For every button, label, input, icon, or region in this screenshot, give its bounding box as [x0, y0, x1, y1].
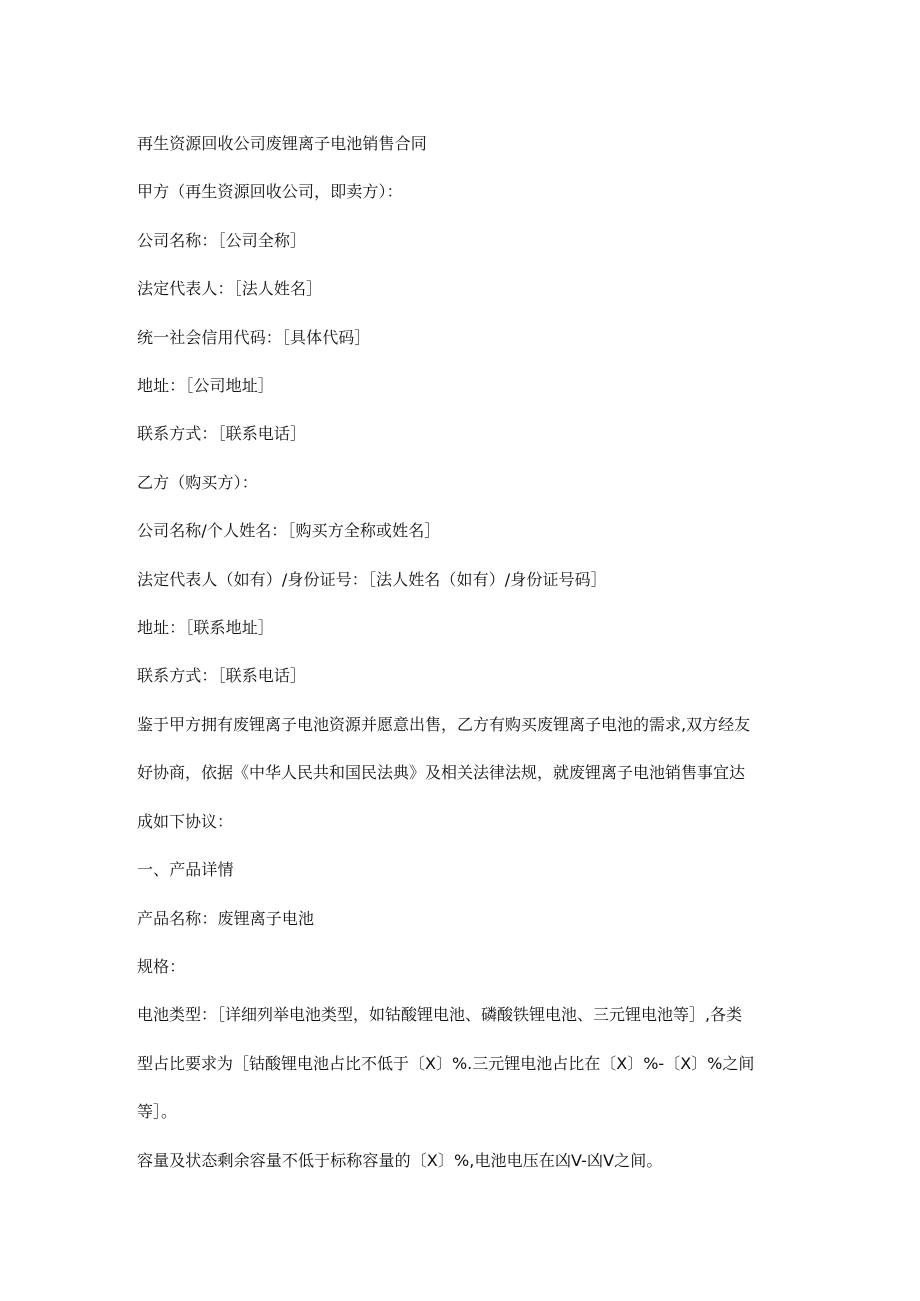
party-a-company-name: 公司名称：［公司全称］	[137, 230, 307, 250]
party-a-contact: 联系方式：［联系电话］	[137, 424, 307, 444]
party-b-contact: 联系方式：［联系电话］	[137, 666, 307, 686]
party-a-credit-code: 统一社会信用代码：［具体代码］	[137, 327, 371, 347]
battery-type-line: 型占比要求为［钴酸锂电池占比不低于〔X〕%.三元锂电池占比在〔X〕%-〔X〕%之间	[137, 1053, 755, 1073]
party-b-heading: 乙方（购买方）：	[137, 472, 258, 492]
document-body	[137, 120, 797, 1185]
party-b-address: 地址：［联系地址］	[137, 618, 274, 638]
party-a-heading: 甲方（再生资源回收公司，即卖方）：	[137, 182, 403, 202]
preamble-paragraph	[137, 701, 789, 846]
preamble-line: 鉴于甲方拥有废锂离子电池资源并愿意出售，乙方有购买废锂离子电池的需求,双方经友	[137, 714, 751, 734]
party-b-legal-rep-id: 法定代表人（如有）/身份证号：［法人姓名（如有）/身份证号码］	[137, 569, 607, 589]
preamble-line: 成如下协议：	[137, 811, 234, 831]
contract-title: 再生资源回收公司废锂离子电池销售合同	[137, 134, 427, 153]
section-title-product-details: 一、产品详情	[137, 860, 234, 880]
party-a-address: 地址：［公司地址］	[137, 376, 274, 396]
battery-type-paragraph	[137, 991, 789, 1136]
preamble-line: 好协商，依据《中华人民共和国民法典》及相关法律法规，就废锂离子电池销售事宜达	[137, 763, 746, 783]
capacity-requirement: 容量及状态剩余容量不低于标称容量的〔X〕%,电池电压在凶V-凶V之间。	[137, 1150, 663, 1170]
spec-label: 规格：	[137, 956, 186, 976]
battery-type-line: 电池类型：［详细列举电池类型，如钴酸锂电池、磷酸铁锂电池、三元锂电池等］,各类	[137, 1005, 743, 1025]
battery-type-line: 等］。	[137, 1102, 178, 1122]
product-name: 产品名称：废锂离子电池	[137, 908, 315, 928]
party-a-legal-rep: 法定代表人：［法人姓名］	[137, 279, 323, 299]
party-b-name: 公司名称/个人姓名：［购买方全称或姓名］	[137, 521, 441, 541]
